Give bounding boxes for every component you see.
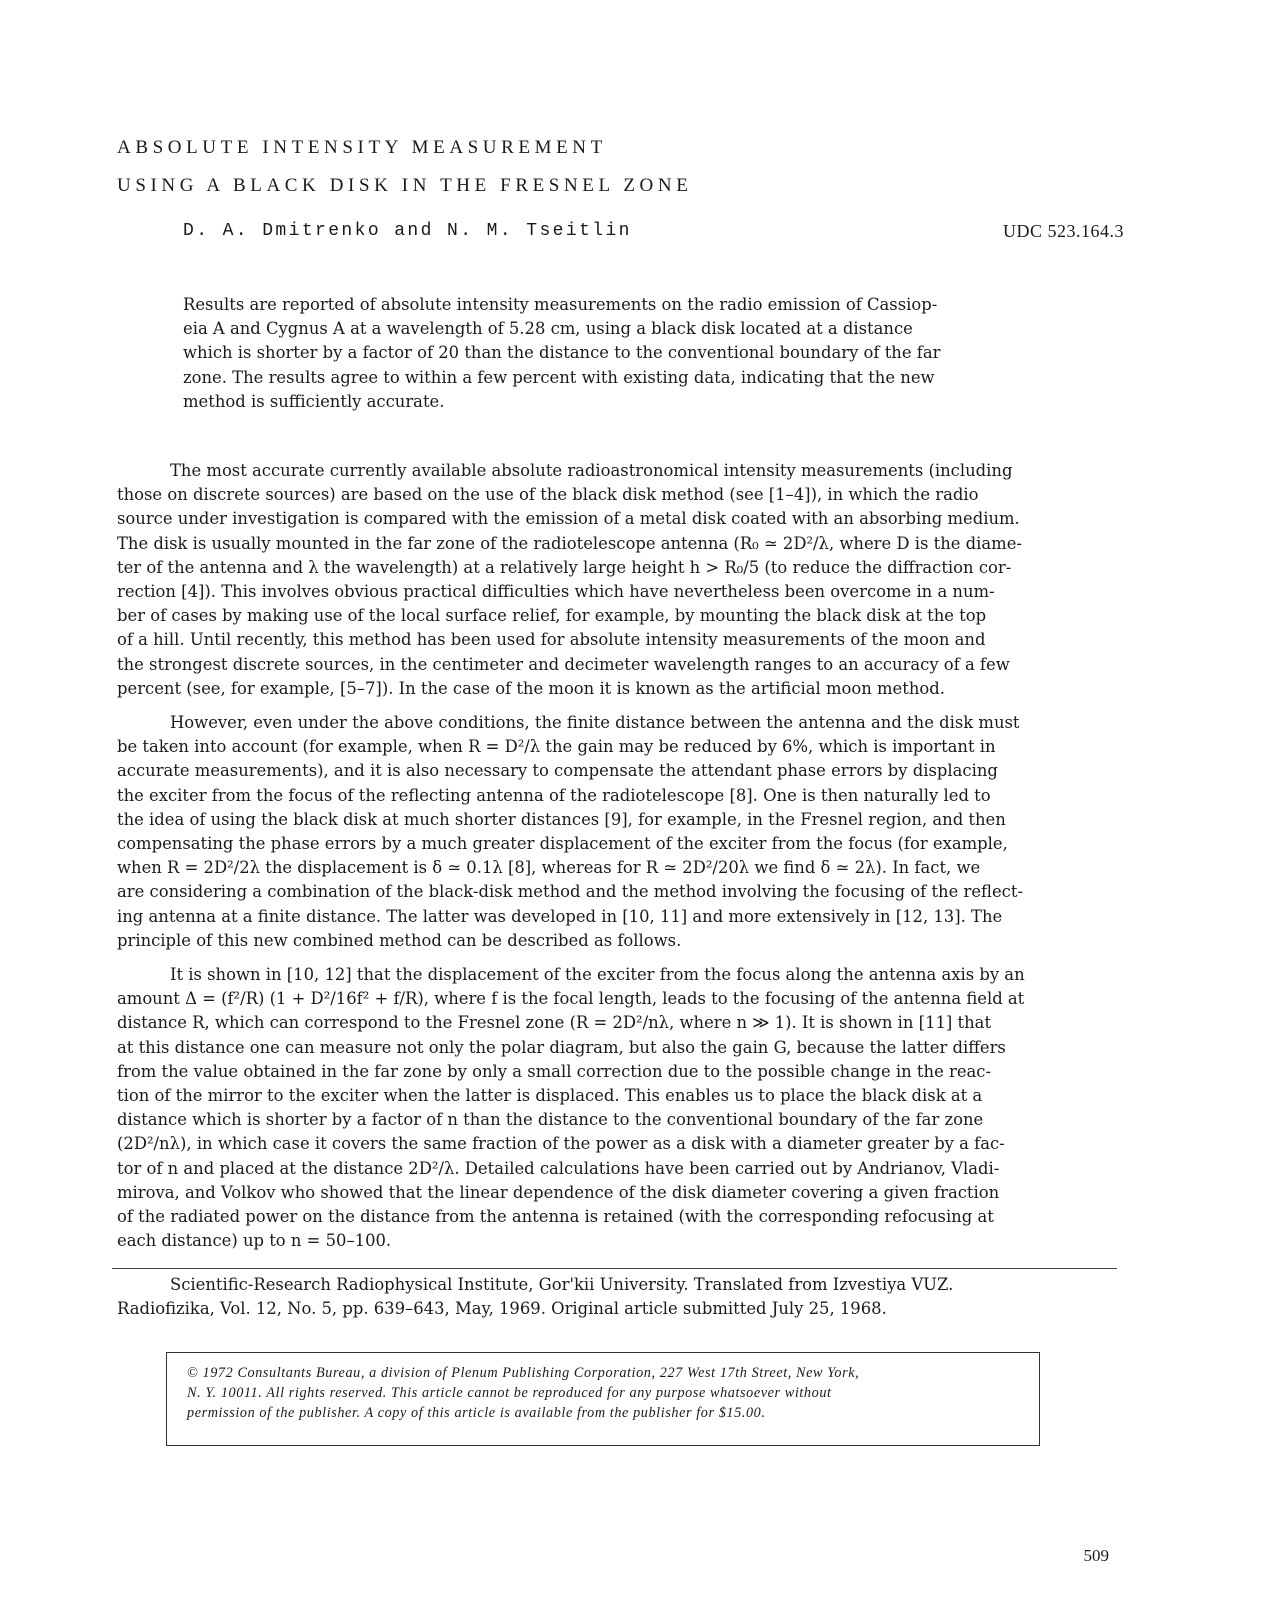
paragraph-line: source under investigation is compared with the emission of a metal disk coated with an absorbing medium. bbox=[117, 509, 1020, 529]
affiliation-line: Radiofizika, Vol. 12, No. 5, pp. 639–643, May, 1969. Original article submitted July 25, 1968. bbox=[117, 1299, 887, 1319]
footnote-divider bbox=[112, 1268, 1117, 1269]
paragraph-line: tor of n and placed at the distance 2D²/λ. Detailed calculations have been carried out by Andrianov, Vladi- bbox=[117, 1158, 1000, 1178]
abstract-line: eia A and Cygnus A at a wavelength of 5.28 cm, using a black disk located at a distance bbox=[183, 319, 913, 339]
paragraph-line: the strongest discrete sources, in the centimeter and decimeter wavelength ranges to an accuracy of a few bbox=[117, 654, 1010, 674]
copyright-notice bbox=[187, 1363, 1023, 1423]
paragraph-line: ter of the antenna and λ the wavelength) at a relatively large height h > R₀/5 (to reduce the diffraction cor- bbox=[117, 557, 1012, 577]
article-title-line-1: ABSOLUTE INTENSITY MEASUREMENT bbox=[117, 137, 607, 158]
copyright-line: permission of the publisher. A copy of this article is available from the publisher for $15.00. bbox=[187, 1405, 766, 1421]
paragraph-line: However, even under the above conditions, the finite distance between the antenna and the disk must bbox=[170, 713, 1020, 732]
paragraph-line: each distance) up to n = 50–100. bbox=[117, 1231, 392, 1251]
paragraph-line: ing antenna at a finite distance. The latter was developed in [10, 11] and more extensively in [12, 13]. The bbox=[117, 906, 1003, 926]
paragraph-line: at this distance one can measure not only the polar diagram, but also the gain G, because the latter differs bbox=[117, 1037, 1006, 1057]
paragraph-line: of a hill. Until recently, this method has been used for absolute intensity measurements of the moon and bbox=[117, 630, 986, 650]
paragraph-line: from the value obtained in the far zone by only a small correction due to the possible change in the reac- bbox=[117, 1061, 992, 1081]
paragraph-line: percent (see, for example, [5–7]). In the case of the moon it is known as the artificial moon method. bbox=[117, 678, 945, 698]
paragraph-line: ber of cases by making use of the local surface relief, for example, by mounting the black disk at the top bbox=[117, 606, 987, 626]
body-paragraph-3 bbox=[117, 963, 1117, 1253]
paragraph-line: principle of this new combined method can be described as follows. bbox=[117, 930, 682, 950]
paragraph-line: (2D²/nλ), in which case it covers the same fraction of the power as a disk with a diameter greater by a fac- bbox=[117, 1134, 1005, 1154]
paragraph-line: It is shown in [10, 12] that the displacement of the exciter from the focus along the antenna axis by an bbox=[170, 965, 1025, 984]
paragraph-line: compensating the phase errors by a much greater displacement of the exciter from the focus (for example, bbox=[117, 834, 1008, 854]
article-title-line-2: USING A BLACK DISK IN THE FRESNEL ZONE bbox=[117, 175, 693, 196]
paragraph-line: those on discrete sources) are based on the use of the black disk method (see [1–4]), in which the radio bbox=[117, 485, 979, 505]
authors: D. A. Dmitrenko and N. M. Tseitlin bbox=[183, 221, 632, 241]
paragraph-line: distance R, which can correspond to the Fresnel zone (R = 2D²/nλ, where n ≫ 1). It is shown in [11] that bbox=[117, 1013, 992, 1033]
paragraph-line: be taken into account (for example, when R = D²/λ the gain may be reduced by 6%, which is important in bbox=[117, 737, 996, 757]
copyright-line: © 1972 Consultants Bureau, a division of Plenum Publishing Corporation, 227 West 17th Street, New York, bbox=[187, 1365, 860, 1381]
paragraph-line: the exciter from the focus of the reflecting antenna of the radiotelescope [8]. One is then naturally led to bbox=[117, 785, 991, 805]
abstract bbox=[183, 293, 1053, 414]
copyright-box bbox=[166, 1352, 1040, 1446]
abstract-line: which is shorter by a factor of 20 than the distance to the conventional boundary of the far bbox=[183, 343, 941, 363]
page-number: 509 bbox=[1083, 1546, 1109, 1565]
paragraph-line: tion of the mirror to the exciter when the latter is displaced. This enables us to place the black disk at a bbox=[117, 1086, 983, 1106]
copyright-line: N. Y. 10011. All rights reserved. This article cannot be reproduced for any purpose whatsoever without bbox=[187, 1385, 832, 1401]
paragraph-line: the idea of using the black disk at much shorter distances [9], for example, in the Fresnel region, and then bbox=[117, 809, 1006, 829]
paragraph-line: The most accurate currently available absolute radioastronomical intensity measurements (including bbox=[170, 461, 1013, 480]
paragraph-line: when R = 2D²/2λ the displacement is δ ≃ 0.1λ [8], whereas for R ≃ 2D²/20λ we find δ ≃ 2λ). In fact, we bbox=[117, 858, 981, 878]
paragraph-line: mirova, and Volkov who showed that the linear dependence of the disk diameter covering a given fraction bbox=[117, 1182, 1000, 1202]
affiliation-line: Scientific-Research Radiophysical Institute, Gor'kii University. Translated from Izvestiya VUZ. bbox=[170, 1275, 954, 1294]
paragraph-line: of the radiated power on the distance from the antenna is retained (with the corresponding refocusing at bbox=[117, 1207, 994, 1227]
paragraph-line: accurate measurements), and it is also necessary to compensate the attendant phase errors by displacing bbox=[117, 761, 998, 781]
abstract-line: zone. The results agree to within a few percent with existing data, indicating that the new bbox=[183, 367, 935, 387]
abstract-line: Results are reported of absolute intensity measurements on the radio emission of Cassiop- bbox=[183, 295, 938, 314]
udc-code: UDC 523.164.3 bbox=[1002, 221, 1124, 241]
paragraph-line: amount Δ = (f²/R) (1 + D²/16f² + f/R), where f is the focal length, leads to the focusing of the antenna field at bbox=[117, 989, 1025, 1009]
body-paragraph-1 bbox=[117, 459, 1117, 701]
paragraph-line: are considering a combination of the black-disk method and the method involving the focusing of the reflect- bbox=[117, 882, 1023, 902]
paragraph-line: distance which is shorter by a factor of n than the distance to the conventional boundary of the far zone bbox=[117, 1110, 984, 1130]
body-paragraph-2 bbox=[117, 711, 1117, 953]
paragraph-line: rection [4]). This involves obvious practical difficulties which have nevertheless been overcome in a num- bbox=[117, 582, 995, 602]
affiliation-footnote bbox=[117, 1273, 1117, 1321]
paragraph-line: The disk is usually mounted in the far zone of the radiotelescope antenna (R₀ ≃ 2D²/λ, where D is the diame- bbox=[117, 533, 1022, 553]
abstract-line: method is sufficiently accurate. bbox=[183, 391, 445, 411]
